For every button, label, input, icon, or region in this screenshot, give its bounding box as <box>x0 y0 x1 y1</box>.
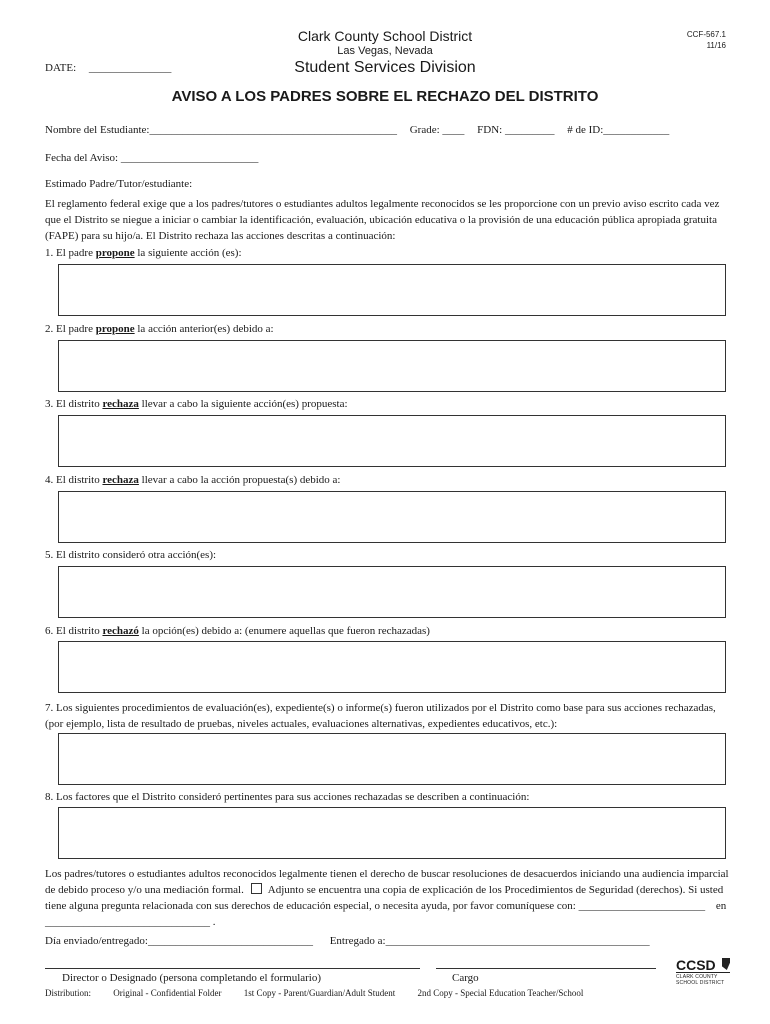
logo-sub-line-2: SCHOOL DISTRICT <box>676 980 725 986</box>
greeting: Estimado Padre/Tutor/estudiante: <box>45 178 193 190</box>
contact-location-field[interactable]: ______________________________ . <box>45 916 216 928</box>
question-text: El distrito <box>56 474 100 486</box>
answer-box-8[interactable] <box>58 807 726 859</box>
question-text: la opción(es) debido a: (enumere aquellas que fueron rechazadas) <box>141 625 430 637</box>
question-text: El padre <box>56 247 93 259</box>
intro-paragraph: El reglamento federal exige que a los padres/tutores o estudiantes adultos legalmente reconocidos se les proporcione con un previo aviso escrito cada vez que el Distrito se niegue a iniciar o cambiar la identificación, evaluación, ubicación educativa o la provisión de una educación pública apropiada gratuita (FAPE) para su hijo/a. El Distrito rechaza las acciones descritas a continuación: <box>45 198 720 242</box>
date-label: DATE: <box>45 62 77 74</box>
question-text: llevar a cabo la acción propuesta(s) debido a: <box>141 474 341 486</box>
question-7: 7. Los siguientes procedimientos de evaluación(es), expediente(s) o informe(s) fueron utilizados por el Distrito como base para sus acciones rechazadas, (por ejemplo, lista de resultado de pruebas, niveles actuales, evaluaciones alternativas, expedientes educativos, etc.): <box>45 702 716 730</box>
question-keyword: propone <box>95 247 135 259</box>
question-text: El padre <box>56 323 93 335</box>
procedures-attached-checkbox[interactable] <box>251 883 262 894</box>
student-info-row <box>45 124 669 136</box>
title-label: Cargo <box>452 972 479 984</box>
student-name-field[interactable]: _____________________________________________ <box>149 124 397 136</box>
distribution-first-copy: 1st Copy - Parent/Guardian/Adult Student <box>243 988 396 998</box>
question-number: 5. <box>45 549 54 561</box>
answer-box-7[interactable] <box>58 733 726 785</box>
fdn-field[interactable]: _________ <box>504 124 555 136</box>
director-signature-line[interactable] <box>45 968 420 969</box>
notice-date-label: Fecha del Aviso: <box>45 152 119 164</box>
question-text: llevar a cabo la siguiente acción(es) propuesta: <box>141 398 348 410</box>
id-field[interactable]: ____________ <box>603 124 670 136</box>
distribution-label: Distribution: <box>45 988 92 998</box>
answer-box-5[interactable] <box>58 566 726 618</box>
question-keyword: propone <box>95 323 135 335</box>
grade-field[interactable]: ____ <box>442 124 465 136</box>
logo-text: CCSD <box>676 957 716 973</box>
logo-sub-line-1: CLARK COUNTY <box>676 974 718 980</box>
answer-box-2[interactable] <box>58 340 726 392</box>
delivered-to-field[interactable]: ________________________________________________ <box>385 935 650 947</box>
answer-box-1[interactable] <box>58 264 726 316</box>
notice-date-row <box>45 152 258 164</box>
sent-date-label: Día enviado/entregado: <box>45 935 148 947</box>
question-text: El distrito consideró otra acción(es): <box>56 549 217 561</box>
question-8: 8. Los factores que el Distrito consideró pertinentes para sus acciones rechazadas se describen a continuación: <box>45 791 530 803</box>
question-2 <box>45 323 274 335</box>
distribution-row <box>45 988 583 998</box>
logo-subtext <box>676 972 730 986</box>
fdn-label: FDN: <box>477 124 503 136</box>
date-blank[interactable]: _______________ <box>88 62 172 74</box>
question-3 <box>45 398 348 410</box>
question-keyword: rechaza <box>102 474 139 486</box>
form-code-date: 11/16 <box>706 41 726 50</box>
distribution-original: Original - Confidential Folder <box>113 988 222 998</box>
form-code-number: CCF-567.1 <box>686 30 726 39</box>
answer-box-6[interactable] <box>58 641 726 693</box>
ccsd-logo <box>676 958 730 986</box>
rights-text-2: Adjunto se encuentra una copia de explicación de los Procedimientos de Seguridad (derechos). Si usted tiene alguna pregunta relacionada con sus derechos de educación especial, o necesita ayuda, por favor comuníquese con: <box>45 884 724 912</box>
form-code <box>687 29 726 51</box>
question-text: la siguiente acción (es): <box>137 247 242 259</box>
question-number: 3. <box>45 398 54 410</box>
notice-date-field[interactable]: _________________________ <box>120 152 259 164</box>
question-keyword: rechaza <box>102 398 139 410</box>
answer-box-4[interactable] <box>58 491 726 543</box>
distribution-second-copy: 2nd Copy - Special Education Teacher/School <box>417 988 584 998</box>
id-label: # de ID: <box>567 124 604 136</box>
contact-field[interactable]: _______________________ <box>578 900 706 912</box>
question-text: la acción anterior(es) debido a: <box>137 323 274 335</box>
question-text: El distrito <box>56 398 100 410</box>
question-1 <box>45 247 242 259</box>
rights-paragraph <box>45 866 735 930</box>
grade-label: Grade: <box>409 124 440 136</box>
question-4 <box>45 474 340 486</box>
question-number: 2. <box>45 323 54 335</box>
question-text: El distrito <box>56 625 100 637</box>
question-number: 1. <box>45 247 54 259</box>
question-number: 6. <box>45 625 54 637</box>
director-label: Director o Designado (persona completando el formulario) <box>62 972 322 984</box>
answer-box-3[interactable] <box>58 415 726 467</box>
date-field[interactable] <box>45 62 171 74</box>
question-6 <box>45 625 430 637</box>
rights-text-1: Los padres/tutores o estudiantes adultos reconocidos legalmente tienen el derecho de buscar resoluciones de desacuerdos iniciando una audiencia imparcial de debido proceso y/o una mediación formal. <box>45 868 729 896</box>
question-number: 4. <box>45 474 54 486</box>
student-name-label: Nombre del Estudiante: <box>45 124 150 136</box>
delivered-to-label: Entregado a: <box>329 935 386 947</box>
district-name: Clark County School District <box>297 28 473 44</box>
contact-at-label: en <box>715 900 727 912</box>
sent-date-field[interactable]: ______________________________ <box>147 935 313 947</box>
division-name: Student Services Division <box>294 59 476 76</box>
title-signature-line[interactable] <box>436 968 656 969</box>
district-city: Las Vegas, Nevada <box>337 45 433 57</box>
question-keyword: rechazó <box>102 625 139 637</box>
form-title: AVISO A LOS PADRES SOBRE EL RECHAZO DEL DISTRITO <box>171 88 599 105</box>
question-5 <box>45 549 216 561</box>
sent-row <box>45 935 650 947</box>
